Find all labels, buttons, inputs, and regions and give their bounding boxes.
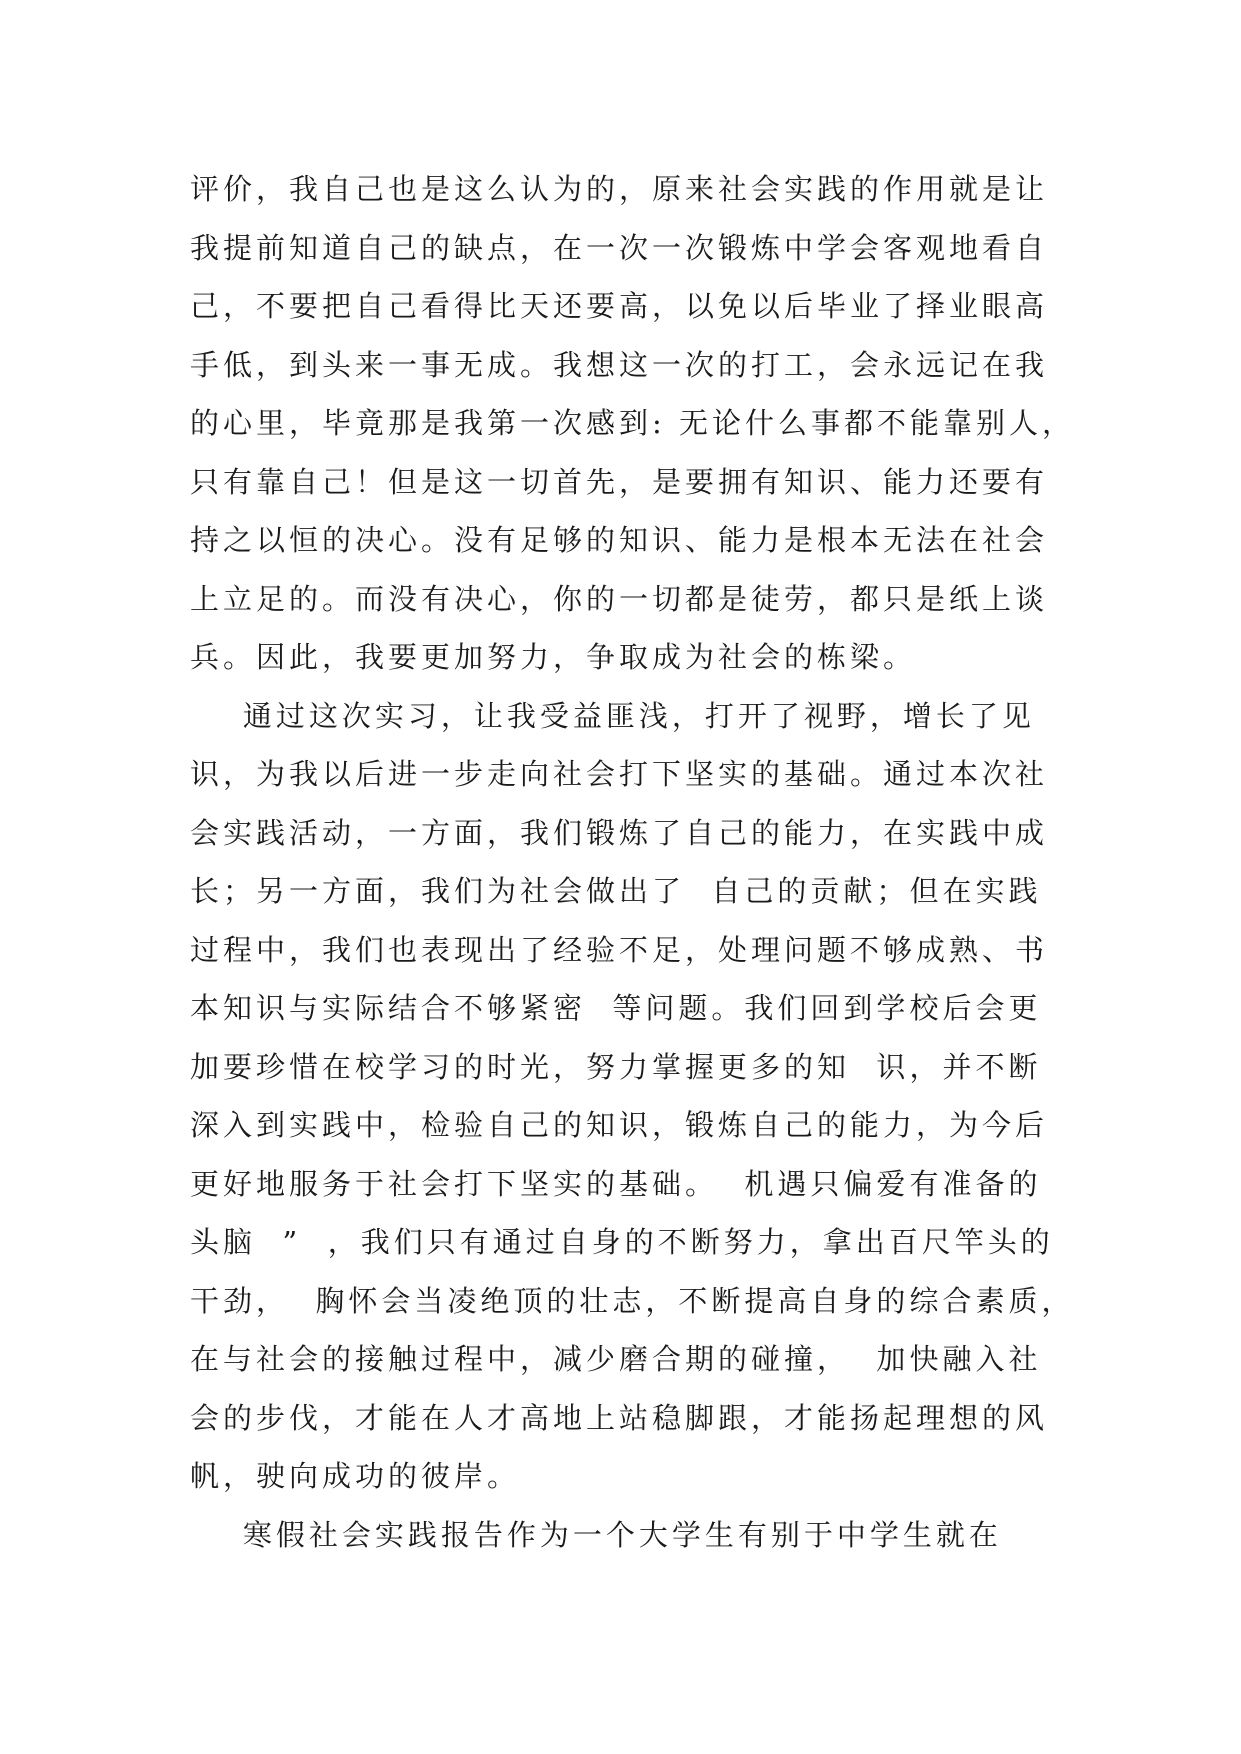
text-line: 本知识与实际结合不够紧密 等问题。我们回到学校后会更 bbox=[190, 991, 1042, 1025]
text-line: 帆，驶向成功的彼岸。 bbox=[190, 1459, 521, 1493]
text-line: 兵。因此，我要更加努力，争取成为社会的栋梁。 bbox=[190, 640, 917, 674]
text-line: 持之以恒的决心。没有足够的知识、能力是根本无法在社会 bbox=[190, 523, 1049, 557]
text-line: 长；另一方面，我们为社会做出了 自己的贡献；但在实践 bbox=[190, 874, 1042, 908]
text-line: 寒假社会实践报告作为一个大学生有别于中学生就在 bbox=[190, 1517, 1002, 1552]
text-line: 会实践活动，一方面，我们锻炼了自己的能力，在实践中成 bbox=[190, 815, 1049, 850]
text-line: 上立足的。而没有决心，你的一切都是徒劳，都只是纸上谈 bbox=[190, 581, 1049, 616]
text-line: 识，为我以后进一步走向社会打下坚实的基础。通过本次社 bbox=[190, 757, 1049, 791]
text-line: 的心里，毕竟那是我第一次感到: 无论什么事都不能靠别人， bbox=[190, 406, 1075, 440]
text-line: 会的步伐，才能在人才高地上站稳脚跟，才能扬起理想的风 bbox=[190, 1400, 1049, 1435]
document-body bbox=[190, 160, 1075, 1564]
text-line: 评价，我自己也是这么认为的，原来社会实践的作用就是让 bbox=[190, 172, 1049, 206]
text-line: 只有靠自己！但是这一切首先，是要拥有知识、能力还要有 bbox=[190, 464, 1049, 499]
text-line: 加要珍惜在校学习的时光，努力掌握更多的知 识，并不断 bbox=[190, 1049, 1042, 1084]
text-line: 深入到实践中，检验自己的知识，锻炼自己的能力，为今后 bbox=[190, 1108, 1049, 1142]
text-line: 我提前知道自己的缺点，在一次一次锻炼中学会客观地看自 bbox=[190, 230, 1049, 265]
text-line: 通过这次实习，让我受益匪浅，打开了视野，增长了见 bbox=[190, 698, 1035, 733]
text-line: 手低，到头来一事无成。我想这一次的打工，会永远记在我 bbox=[190, 347, 1049, 382]
text-line: 更好地服务于社会打下坚实的基础。 机遇只偏爱有准备的 bbox=[190, 1166, 1042, 1201]
text-line: 在与社会的接触过程中，减少磨合期的碰撞， 加快融入社 bbox=[190, 1342, 1042, 1376]
text-line: 己，不要把自己看得比天还要高，以免以后毕业了择业眼高 bbox=[190, 289, 1049, 323]
text-line: 头脑 ” ，我们只有通过自身的不断努力，拿出百尺竿头的 bbox=[190, 1225, 1054, 1259]
text-line: 干劲， 胸怀会当凌绝顶的壮志，不断提高自身的综合素质， bbox=[190, 1283, 1075, 1318]
text-line: 过程中，我们也表现出了经验不足，处理问题不够成熟、书 bbox=[190, 932, 1049, 967]
